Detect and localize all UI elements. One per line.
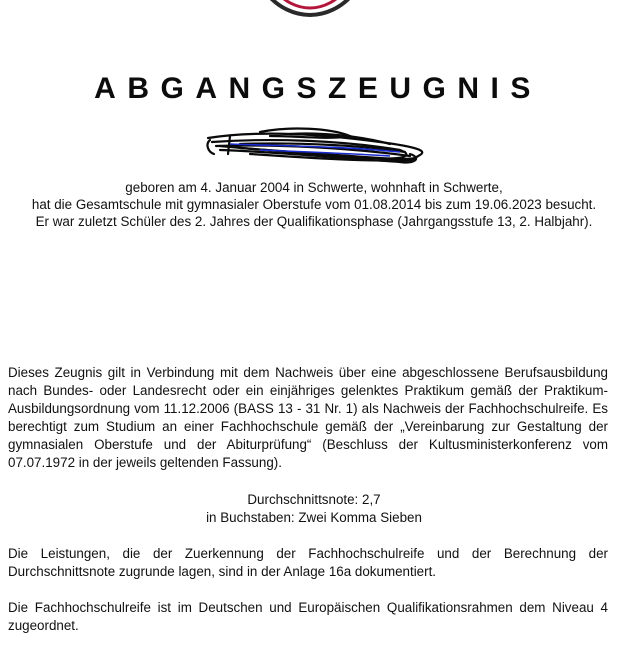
redaction-scribble-icon (200, 124, 430, 168)
average-grade: Durchschnittsnote: 2,7 (247, 492, 381, 507)
qualification-paragraph: Die Fachhochschulreife ist im Deutschen und Europäischen Qualifikationsrahmen dem Niveau 4 zugeordnet. (8, 600, 608, 633)
validity-paragraph: Dieses Zeugnis gilt in Verbindung mit dem Nachweis über eine abgeschlossene Berufsausbildung nach Bundes- oder Landesrecht oder ein einjähriges gelenktes Praktikum gemäß der Praktikum-Ausbildungsordnung vom 11.12.2006 (BASS 13 - 31 Nr. 1) als Nachweis der Fachhochschulreife. Es berechtigt zum Studium an einer Fachhochschule gemäß der „Vereinbarung zur Gestaltung der gymnasialen Oberstufe und der Abiturprüfung“ (Beschluss der Kultusministerkonferenz vom 07.07.1972 in der jeweils geltenden Fassung). (8, 365, 608, 470)
performance-paragraph: Die Leistungen, die der Zuerkennung der Fachhochschulreife und der Berechnung der Durchschnittsnote zugrunde lagen, sind in der Anlage 16a dokumentiert. (8, 546, 608, 579)
average-grade-block (0, 491, 628, 527)
birth-residence-line: geboren am 4. Januar 2004 in Schwerte, wohnhaft in Schwerte, (125, 180, 503, 195)
school-attendance-line: hat die Gesamtschule mit gymnasialer Oberstufe vom 01.08.2014 bis zum 19.06.2023 besucht. (31, 197, 597, 212)
last-grade-level-line: Er war zuletzt Schüler des 2. Jahres der Qualifikationsphase (Jahrgangsstufe 13, 2. Halbjahr). (35, 214, 593, 229)
official-seal-icon (244, 0, 376, 20)
average-grade-in-words: in Buchstaben: Zwei Komma Sieben (206, 510, 422, 525)
student-intro (0, 179, 628, 230)
document-title: ABGANGSZEUGNIS (94, 72, 542, 105)
